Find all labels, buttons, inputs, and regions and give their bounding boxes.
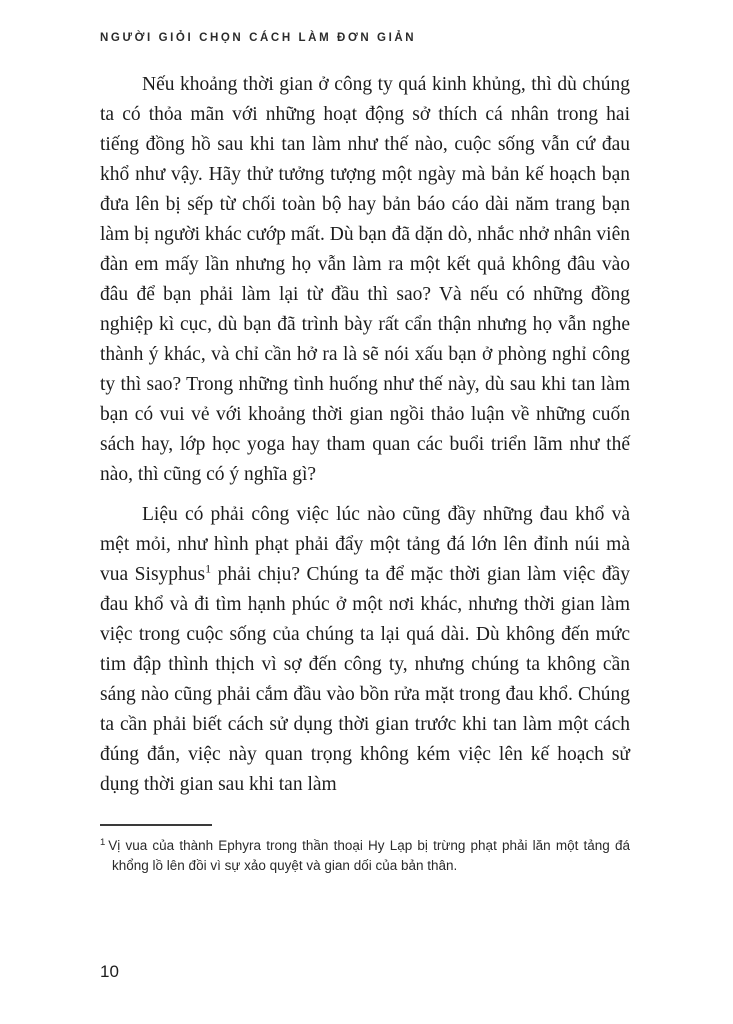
body-text (100, 70, 630, 800)
paragraph-2-after-ref: phải chịu? Chúng ta để mặc thời gian làm việc đầy đau khổ và đi tìm hạnh phúc ở một nơi khác, nhưng thời gian làm việc trong cuộc sống của chúng ta lại quá dài. Dù không đến mức tim đập thình thịch vì sợ đến công ty, nhưng chúng ta không cần sáng nào cũng phải cắm đầu vào bồn rửa mặt trong đau khổ. Chúng ta cần phải biết cách sử dụng thời gian trước khi tan làm một cách đúng đắn, việc này quan trọng không kém việc lên kế hoạch sử dụng thời gian sau khi tan làm (100, 564, 630, 795)
footnote-reference: 1 (205, 561, 212, 576)
paragraph-2 (100, 500, 630, 800)
paragraph-1: Nếu khoảng thời gian ở công ty quá kinh khủng, thì dù chúng ta có thỏa mãn với những hoạt động sở thích cá nhân trong hai tiếng đồng hồ sau khi tan làm như thế nào, cuộc sống vẫn cứ đau khổ như vậy. Hãy thử tưởng tượng một ngày mà bản kế hoạch bạn đưa lên bị sếp từ chối toàn bộ hay bản báo cáo dài năm trang bạn làm bị người khác cướp mất. Dù bạn đã dặn dò, nhắc nhở nhân viên đàn em mấy lần nhưng họ vẫn làm ra một kết quả không đâu vào đâu để bạn phải làm lại từ đầu thì sao? Và nếu có những đồng nghiệp kì cục, dù bạn đã trình bày rất cẩn thận nhưng họ vẫn nghe thành ý khác, và chỉ cần hở ra là sẽ nói xấu bạn ở phòng nghỉ công ty thì sao? Trong những tình huống như thế này, dù sau khi tan làm bạn có vui vẻ với khoảng thời gian ngồi thảo luận về những cuốn sách hay, lớp học yoga hay tham quan các buổi triển lãm như thế nào, thì cũng có ý nghĩa gì? (100, 74, 630, 485)
running-header: NGƯỜI GIỎI CHỌN CÁCH LÀM ĐƠN GIẢN (100, 32, 417, 44)
page-number: 10 (100, 962, 119, 981)
footnote-divider (100, 824, 212, 826)
footnote-marker: 1 (100, 836, 106, 848)
footnote-body (100, 836, 630, 876)
paragraph-2-before-ref: Liệu có phải công việc lúc nào cũng đầy những đau khổ và mệt mỏi, như hình phạt phải đẩy một tảng đá lớn lên đỉnh núi mà vua Sisyphus (100, 504, 630, 585)
footnote-text: Vị vua của thành Ephyra trong thần thoại Hy Lạp bị trừng phạt phải lăn một tảng đá khổng lồ lên đồi vì sự xảo quyệt và gian dối của bản thân. (108, 838, 630, 873)
footnote (100, 824, 630, 876)
